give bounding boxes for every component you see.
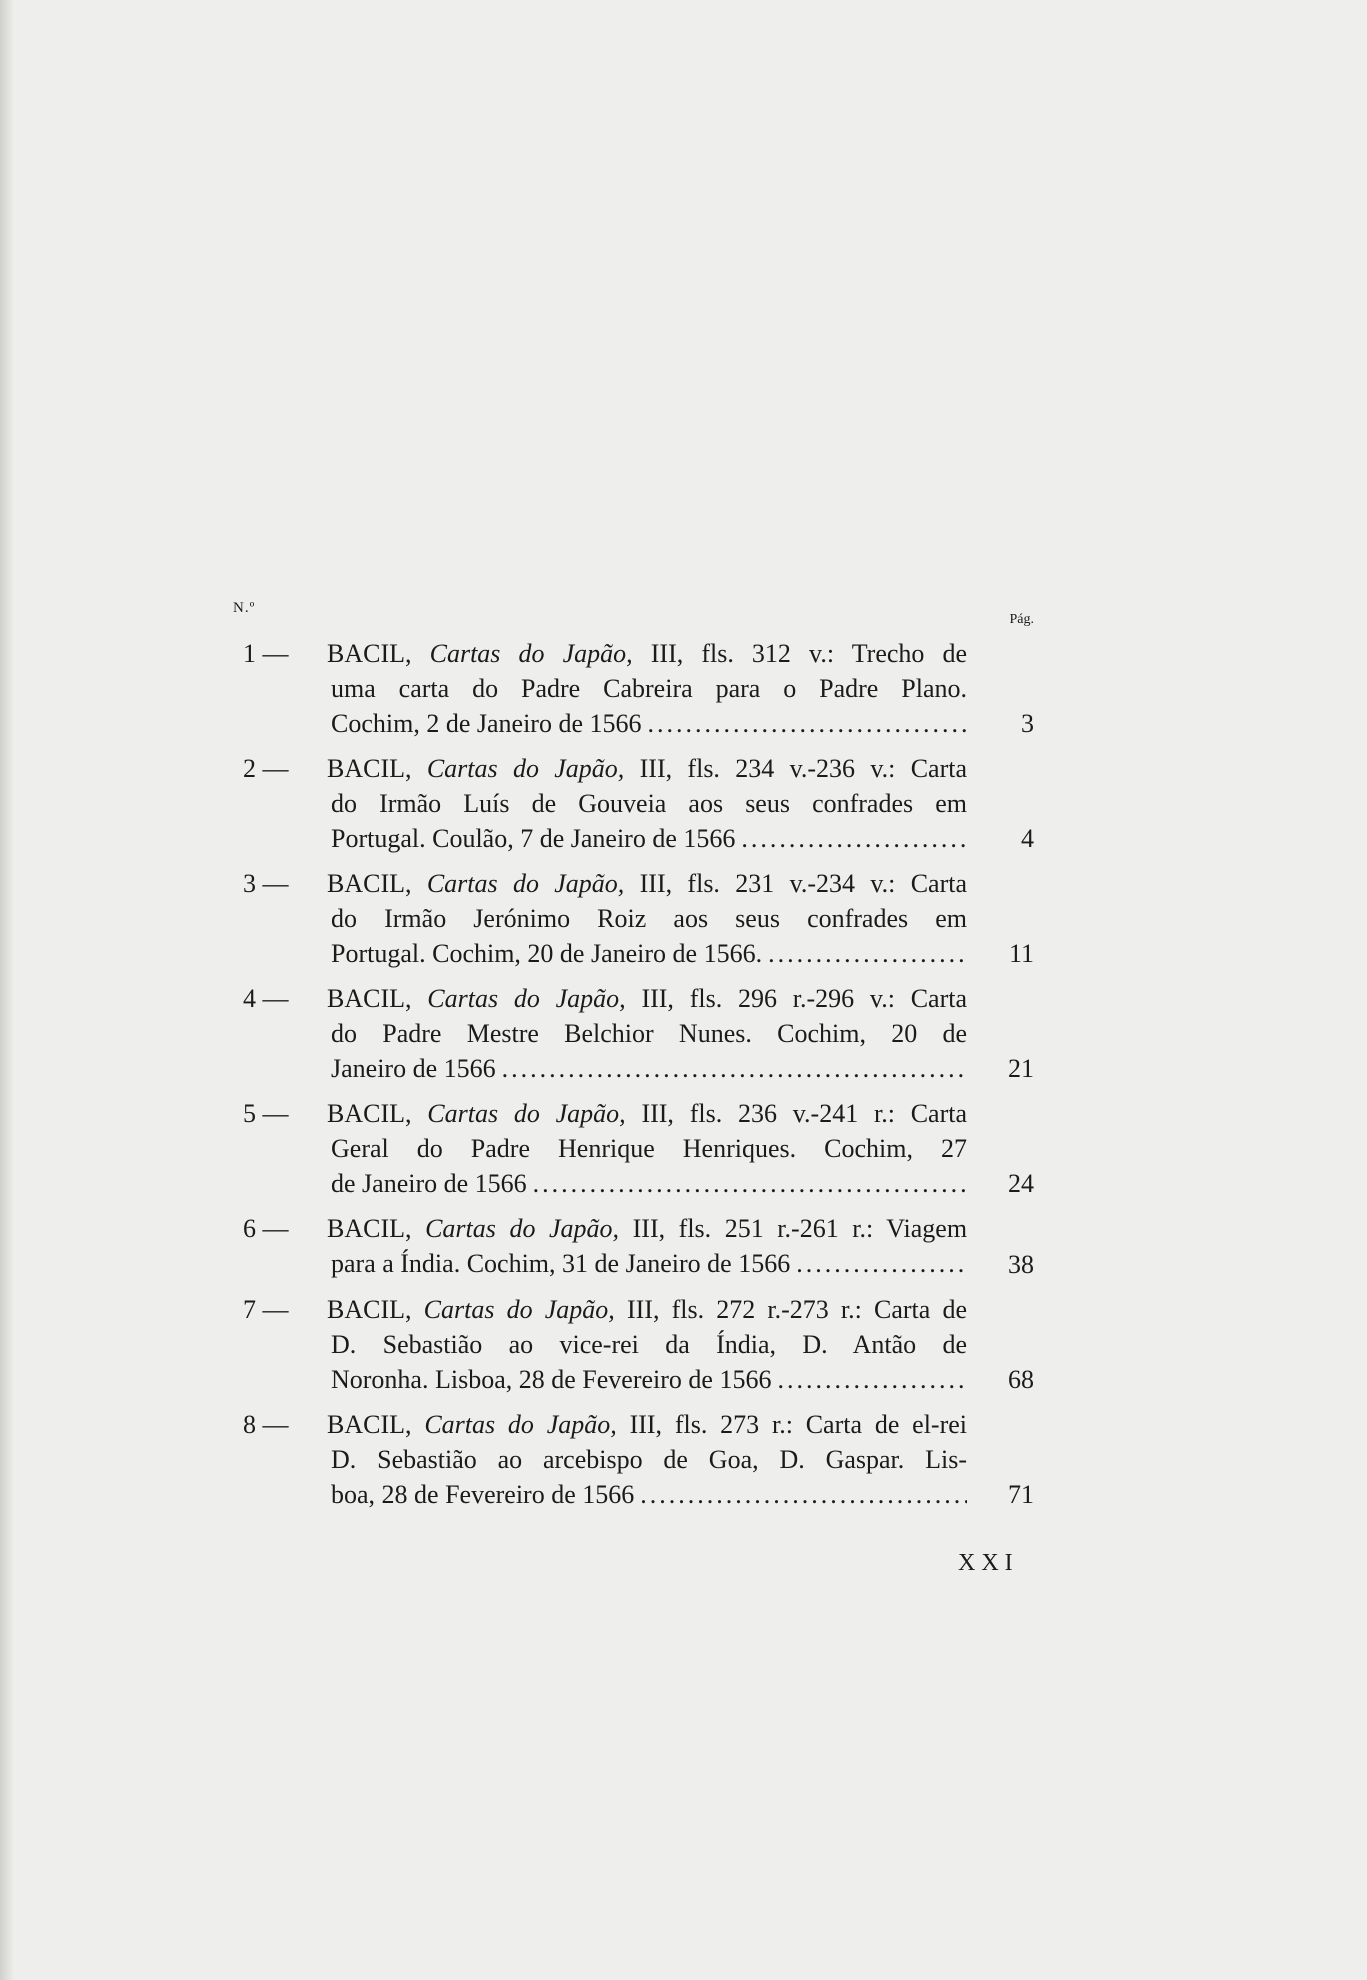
entry-line-2-text: para a Índia. Cochim, 31 de Janeiro de 1566 — [331, 1249, 791, 1278]
entry-line-3 — [331, 1477, 967, 1512]
entry-line-2: Geral do Padre Henrique Henriques. Cochim, 27 — [331, 1134, 967, 1163]
dot-leader — [533, 1166, 967, 1201]
entry-line-3-text: Portugal. Coulão, 7 de Janeiro de 1566 — [331, 824, 736, 853]
column-page-label: Pág. — [1009, 612, 1034, 627]
entry-text — [327, 981, 968, 1086]
entry-line-1-rest: III, fls. 234 v.-236 v.: Carta — [639, 754, 968, 783]
entry-page-number: 71 — [1008, 1480, 1034, 1509]
entry-line-2: do Padre Mestre Belchior Nunes. Cochim, 20 de — [331, 1019, 967, 1048]
entry-line-1 — [327, 751, 967, 786]
entry-number: 8 — — [243, 1410, 289, 1439]
entry-text — [327, 1211, 968, 1281]
toc-entry-4 — [233, 981, 1038, 1085]
entry-page-number: 3 — [1021, 709, 1034, 738]
entry-line-1 — [327, 1292, 967, 1327]
entry-title: Cartas do Japão, — [427, 984, 626, 1013]
entry-source: BACIL, — [327, 1214, 412, 1243]
toc-entry-7 — [233, 1292, 1038, 1396]
entry-number: 6 — — [243, 1214, 289, 1243]
entry-page-number: 68 — [1008, 1365, 1034, 1394]
entry-number: 1 — — [243, 639, 289, 668]
entry-line-1-rest: III, fls. 273 r.: Carta de el-rei — [629, 1410, 968, 1439]
entry-line-3 — [331, 1362, 967, 1397]
entry-number: 2 — — [243, 754, 289, 783]
entry-number: 5 — — [243, 1099, 289, 1128]
entry-line-1 — [327, 981, 967, 1016]
entry-text — [327, 1407, 968, 1512]
entry-page-number: 4 — [1021, 824, 1034, 853]
entry-line-3-text: Noronha. Lisboa, 28 de Fevereiro de 1566 — [331, 1365, 772, 1394]
entry-line-1-rest: III, fls. 272 r.-273 r.: Carta de — [626, 1295, 968, 1324]
entry-line-3-text: de Janeiro de 1566 — [331, 1169, 527, 1198]
table-of-contents — [233, 636, 1038, 1522]
entry-text — [327, 636, 968, 741]
dot-leader — [640, 1477, 967, 1512]
entry-page-number: 21 — [1008, 1054, 1034, 1083]
entry-source: BACIL, — [327, 869, 412, 898]
entry-page-number: 38 — [1008, 1250, 1034, 1279]
dot-leader — [768, 936, 967, 971]
entry-line-1-rest: III, fls. 231 v.-234 v.: Carta — [639, 869, 968, 898]
entry-line-1-rest: III, fls. 296 r.-296 v.: Carta — [641, 984, 968, 1013]
entry-line-3 — [331, 706, 967, 741]
entry-line-1-rest: III, fls. 251 r.-261 r.: Viagem — [632, 1214, 968, 1243]
toc-header — [233, 600, 1038, 630]
entry-source: BACIL, — [327, 639, 412, 668]
entry-source: BACIL, — [327, 754, 412, 783]
toc-entry-6 — [233, 1211, 1038, 1281]
entry-line-3 — [331, 1051, 967, 1086]
dot-leader — [741, 821, 967, 856]
entry-page-number: 11 — [1008, 939, 1034, 968]
entry-line-3-text: boa, 28 de Fevereiro de 1566 — [331, 1480, 635, 1509]
entry-title: Cartas do Japão, — [425, 1214, 620, 1243]
toc-entry-8 — [233, 1407, 1038, 1511]
entry-title: Cartas do Japão, — [426, 754, 625, 783]
entry-line-1 — [327, 1211, 967, 1246]
toc-entry-1 — [233, 636, 1038, 740]
entry-line-2: uma carta do Padre Cabreira para o Padre Plano. — [331, 674, 967, 703]
entry-line-3-text: Portugal. Cochim, 20 de Janeiro de 1566. — [331, 939, 763, 968]
entry-line-1 — [327, 1407, 967, 1442]
dot-leader — [777, 1362, 967, 1397]
entry-source: BACIL, — [327, 1099, 412, 1128]
entry-number: 3 — — [243, 869, 289, 898]
entry-title: Cartas do Japão, — [423, 1295, 615, 1324]
entry-number: 4 — — [243, 984, 289, 1013]
entry-source: BACIL, — [327, 1410, 412, 1439]
entry-line-3 — [331, 1166, 967, 1201]
entry-line-2: do Irmão Jerónimo Roiz aos seus confrades em — [331, 904, 967, 933]
entry-title: Cartas do Japão, — [429, 639, 633, 668]
page-folio: XXI — [958, 1550, 1019, 1576]
entry-line-3-text: Janeiro de 1566 — [331, 1054, 496, 1083]
entry-text — [327, 1096, 968, 1201]
entry-line-2 — [331, 1246, 967, 1281]
entry-page-number: 24 — [1008, 1169, 1034, 1198]
entry-text — [327, 751, 968, 856]
entry-text — [327, 866, 968, 971]
column-number-label: N.º — [233, 600, 256, 616]
entry-title: Cartas do Japão, — [424, 1410, 617, 1439]
entry-line-2: do Irmão Luís de Gouveia aos seus confrades em — [331, 789, 967, 818]
entry-title: Cartas do Japão, — [427, 1099, 626, 1128]
dot-leader — [796, 1246, 967, 1281]
dot-leader — [502, 1051, 967, 1086]
entry-text — [327, 1292, 968, 1397]
dot-leader — [648, 706, 968, 741]
toc-entry-3 — [233, 866, 1038, 970]
entry-line-1 — [327, 636, 967, 671]
entry-number: 7 — — [243, 1295, 289, 1324]
entry-line-1 — [327, 1096, 967, 1131]
entry-line-3-text: Cochim, 2 de Janeiro de 1566 — [331, 709, 642, 738]
entry-line-1-rest: III, fls. 312 v.: Trecho de — [650, 639, 968, 668]
entry-line-2: D. Sebastião ao arcebispo de Goa, D. Gaspar. Lis- — [331, 1445, 967, 1474]
entry-line-1 — [327, 866, 967, 901]
entry-line-2: D. Sebastião ao vice-rei da Índia, D. Antão de — [331, 1330, 967, 1359]
toc-entry-2 — [233, 751, 1038, 855]
entry-line-3 — [331, 821, 967, 856]
entry-source: BACIL, — [327, 1295, 412, 1324]
entry-line-3 — [331, 936, 967, 971]
entry-title: Cartas do Japão, — [426, 869, 625, 898]
entry-line-1-rest: III, fls. 236 v.-241 r.: Carta — [641, 1099, 968, 1128]
toc-entry-5 — [233, 1096, 1038, 1200]
entry-source: BACIL, — [327, 984, 412, 1013]
